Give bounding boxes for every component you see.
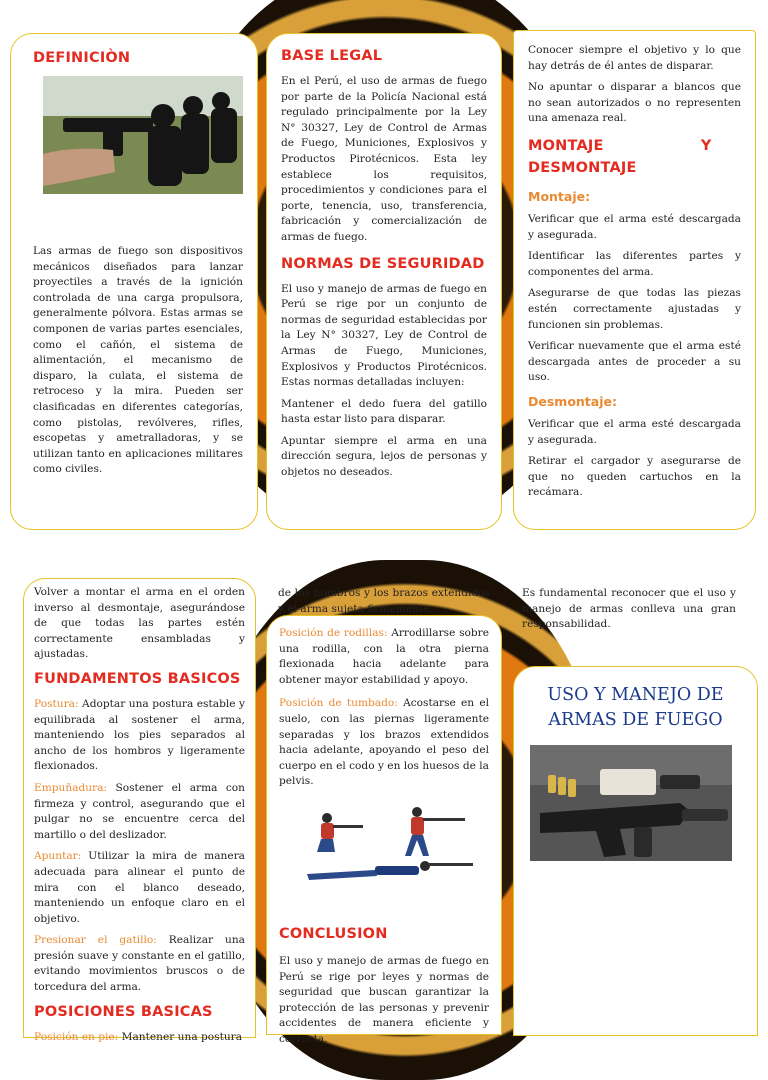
posicion-rodillas: [279, 626, 489, 688]
normas-item-1: Mantener el dedo fuera del gatillo hasta estar listo para disparar.: [281, 397, 487, 426]
label-apuntar: Apuntar:: [34, 850, 82, 863]
blancos-text: No apuntar o disparar a blancos que no sean autorizados o no representen una amenaza real.: [528, 81, 741, 125]
section-title-normas: NORMAS DE SEGURIDAD: [281, 255, 485, 272]
gatillo-desc: Realizar una presión suave y constante en el gatillo, evitando movimientos bruscos o de torcedura del arma.: [34, 934, 245, 994]
montaje-step-2: Identificar las diferentes partes y componentes del arma.: [528, 250, 741, 278]
label-posicion-pie: Posición en pie:: [34, 1030, 119, 1043]
desmontaje-step-1: Verificar que el arma esté descargada y asegurada.: [528, 417, 741, 446]
responsabilidad-text: Es fundamental reconocer que el uso y manejo de armas conlleva una gran responsabilidad.: [522, 587, 736, 631]
tumbado-desc: Acostarse en el suelo, con las piernas ligeramente separadas y los brazos extendidos hacia adelante, apoyando el peso del cuerpo en el codo y en los huesos de la pelvis.: [279, 697, 489, 788]
panel-definicion: [10, 33, 258, 530]
rodillas-desc: Arrodillarse sobre una rodilla, con la otra pierna flexionada hacia adelante para obtener mayor estabilidad y apoyo.: [279, 627, 489, 686]
panel-fundamentos: [23, 578, 256, 1043]
section-title-posiciones: POSICIONES BASICAS: [34, 1003, 213, 1020]
section-title-definicion: DEFINICIÒN: [33, 50, 131, 66]
panel-posiciones: [266, 615, 502, 1045]
empunadura-desc: Sostener el arma con firmeza y control, asegurando que el pulgar no se encuentre cerca del martillo o del deslizador.: [34, 781, 245, 841]
normas-intro-text: El uso y manejo de armas de fuego en Perú se rige por un conjunto de normas de seguridad establecidas por la Ley N° 30327, Ley de Control de Armas de Fuego, Municiones, Explosivos y Productos Pirotécnicos. Estas normas detalladas incluyen:: [281, 282, 487, 389]
montaje-step-3: Asegurarse de que todas las piezas estén correctamente ajustadas y funcionen sin problemas.: [528, 287, 741, 331]
reensamble-text: Volver a montar el arma en el orden inverso al desmontaje, asegurándose de que todas las partes estén correctamente ensambladas y ajustadas.: [34, 586, 245, 661]
fundamento-empunadura: [34, 781, 245, 843]
posicion-pie-continuation: de los hombros y los brazos extendidos y el arma sujeta firmemente.: [278, 587, 490, 615]
objetivo-text: Conocer siempre el objetivo y lo que hay detrás de él antes de disparar.: [528, 44, 741, 72]
posicion-tumbado: [279, 696, 489, 790]
label-tumbado: Posición de tumbado:: [279, 697, 398, 710]
postura-desc: Adoptar una postura estable y equilibrada al sostener el arma, manteniendo los pies separados al ancho de los hombros y ligeramente flexionados.: [34, 697, 245, 773]
montaje-step-1: Verificar que el arma esté descargada y asegurada.: [528, 212, 741, 241]
label-postura: Postura:: [34, 697, 79, 710]
fundamento-postura: [34, 697, 245, 775]
panel-portada: [513, 666, 758, 1036]
label-gatillo: Presionar el gatillo:: [34, 934, 157, 947]
subtitle-montaje: Montaje:: [528, 188, 591, 204]
posicion-pie-desc: Mantener una postura: [118, 1030, 243, 1043]
montaje-step-4: Verificar nuevamente que el arma esté descargada antes de proceder a su uso.: [528, 340, 741, 384]
section-title-base-legal: BASE LEGAL: [281, 48, 383, 64]
panel-montaje: [513, 30, 756, 530]
apuntar-desc: Utilizar la mira de manera adecuada para alinear el punto de mira con el blanco deseado, manteniendo un enfoque claro en el objetivo.: [34, 850, 245, 925]
label-rodillas: Posición de rodillas:: [279, 627, 388, 639]
base-legal-text: En el Perú, el uso de armas de fuego por parte de la Policía Nacional está regulado principalmente por la Ley N° 30327, Ley de Control de Armas de Fuego, Municiones, Explosivos y Productos Pirotécnicos. Esta ley establece los requisitos, procedimientos y condiciones para el porte, tenencia, uso, transferencia, fabricación y comercialización de armas de fuego.: [281, 75, 487, 243]
definicion-text: Las armas de fuego son dispositivos mecánicos diseñados para lanzar proyectiles a través de la ignición controlada de una carga propulsora, generalmente pólvora. Estas armas se componen de varias partes esenciales, como el cañón, el sistema de alimentación, el mecanismo de disparo, la culata, el sistema de retroceso y la mira. Pueden ser clasificadas en diferentes categorías, como pistolas, revólveres, rifles, escopetas y ametralladoras, y se utilizan tanto en aplicaciones militares como civiles.: [33, 245, 243, 476]
desmontaje-step-2: Retirar el cargador y asegurarse de que no queden cartuchos en la recámara.: [528, 455, 741, 499]
shooting-training-photo: [43, 76, 243, 194]
normas-item-2: Apuntar siempre el arma en una dirección segura, lejos de personas y objetos no deseados.: [281, 434, 487, 479]
conclusion-text: El uso y manejo de armas de fuego en Perú se rige por leyes y normas de seguridad que buscan garantizar la protección de las personas y prevenir accidentes de manera eficiente y correcta.: [279, 954, 489, 1045]
fundamento-apuntar: [34, 849, 245, 927]
fundamento-gatillo: [34, 933, 245, 995]
shooting-positions-illustration: [305, 804, 481, 886]
subtitle-desmontaje: Desmontaje:: [528, 393, 617, 409]
cover-title: USO Y MANEJO DE ARMAS DE FUEGO: [547, 685, 724, 730]
label-empunadura: Empuñadura:: [34, 781, 108, 794]
section-title-fundamentos: FUNDAMENTOS BASICOS: [34, 670, 241, 687]
posicion-pie: [34, 1030, 245, 1046]
panel-base-legal: [266, 33, 502, 530]
section-title-montaje: MONTAJE Y DESMONTAJE: [528, 137, 712, 176]
section-title-conclusion: CONCLUSION: [279, 925, 388, 942]
pistol-parts-photo: [530, 745, 732, 861]
